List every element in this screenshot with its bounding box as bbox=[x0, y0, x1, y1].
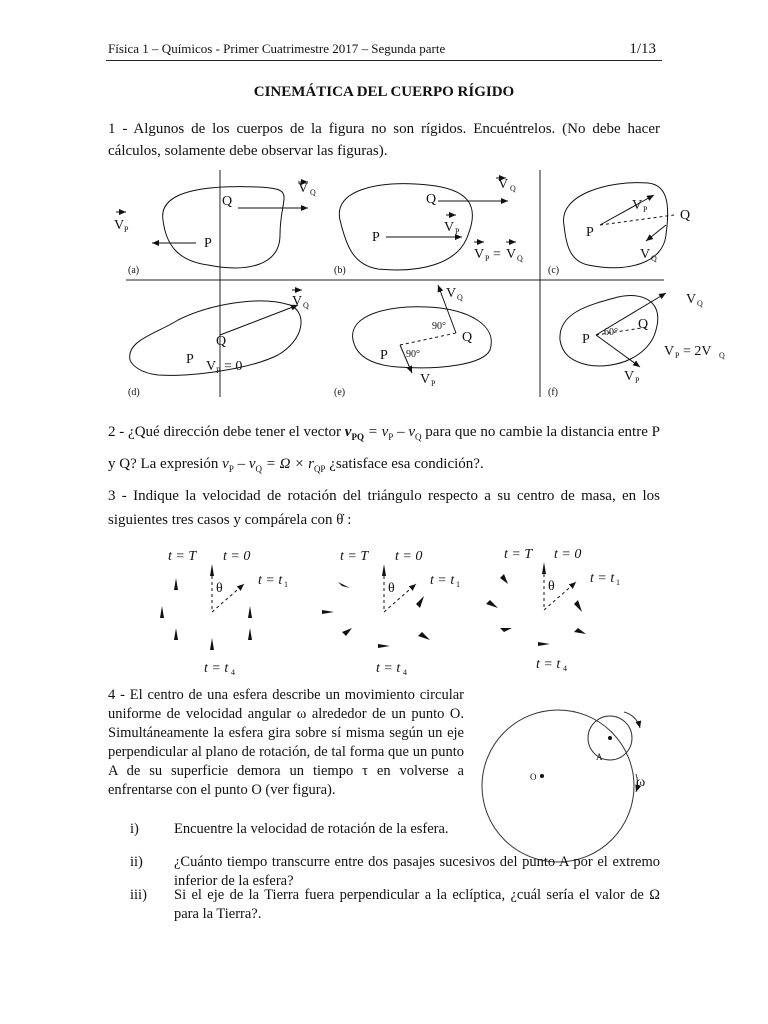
time-label: t = t bbox=[258, 573, 283, 588]
point-label: Q bbox=[426, 192, 437, 207]
time-subscript: 4 bbox=[403, 668, 407, 677]
velocity-vector bbox=[646, 225, 666, 241]
page-title: CINEMÁTICA DEL CUERPO RÍGIDO bbox=[253, 84, 515, 100]
vector-subscript: Q bbox=[457, 293, 463, 302]
question-2-text: 2 - ¿Qué dirección debe tener el vector $v_{PQ} = v_P - v_Q$ para que no cambie la distancia entre P y Q? La expresión $v_P - v_Q = \Omega \times r_{QP}$ ¿satisface esa condición?. bbox=[108, 424, 660, 474]
vector-label: V bbox=[686, 292, 697, 307]
triangle-marker bbox=[416, 596, 424, 608]
rotating-triangle-figure bbox=[150, 540, 630, 680]
vector-subscript: P bbox=[124, 225, 129, 234]
time-subscript: 1 bbox=[284, 580, 288, 589]
point-label: Q bbox=[222, 194, 233, 209]
vector-label: V bbox=[498, 177, 509, 192]
triangle-marker bbox=[500, 628, 512, 632]
time-subscript: 1 bbox=[456, 580, 460, 589]
vector-subscript: P bbox=[485, 254, 490, 263]
point-label: P bbox=[586, 225, 594, 240]
question-3-text: 3 - Indique la velocidad de rotación del triángulo respecto a su centro de masa, en los siguientes tres casos y compárela con θ̇ : bbox=[108, 488, 660, 528]
vector-value: = 2V bbox=[683, 344, 712, 359]
point-label: P bbox=[186, 352, 194, 367]
velocity-vector bbox=[220, 305, 298, 335]
page-number: 1/13 bbox=[629, 41, 656, 57]
panel-label: (b) bbox=[334, 265, 346, 276]
vector-subscript: Q bbox=[517, 254, 523, 263]
triangle-marker bbox=[378, 644, 390, 648]
point-label: P bbox=[380, 348, 388, 363]
rotation-arrow bbox=[624, 712, 640, 728]
vector-label: V bbox=[444, 220, 455, 235]
vector-label: V bbox=[298, 181, 309, 196]
vector-label: V bbox=[206, 359, 217, 374]
triangle-marker bbox=[342, 628, 352, 636]
vector-subscript: Q bbox=[303, 301, 309, 310]
vector-label: V bbox=[506, 247, 517, 262]
triangle-case-1 bbox=[160, 549, 288, 677]
vector-subscript: P bbox=[643, 205, 648, 214]
time-subscript: 4 bbox=[231, 668, 235, 677]
orbit-circle bbox=[482, 710, 634, 862]
vector-subscript: Q bbox=[697, 299, 703, 308]
header-course: Física 1 – Químicos - Primer Cuatrimestre 2017 – Segunda parte bbox=[108, 41, 446, 56]
vector-label: V bbox=[292, 294, 303, 309]
angle-label: 90° bbox=[406, 349, 420, 360]
time-label: t = t bbox=[204, 661, 229, 676]
panel-label: (d) bbox=[128, 387, 140, 398]
vector-value: = 0 bbox=[224, 359, 243, 374]
time-label: t = 0 bbox=[554, 547, 582, 562]
vector-label: V bbox=[420, 372, 431, 387]
equals-sign: = bbox=[493, 247, 501, 262]
dashed-line bbox=[600, 215, 674, 225]
list-item: iii) Si el eje de la Tierra fuera perpendicular a la eclíptica, ¿cuál sería el valor de Ω para la Tierra?. bbox=[130, 887, 660, 922]
question-4-text: 4 - El centro de una esfera describe un movimiento circular uniforme de velocidad angular ω alrededor de un punto O. Simultáneamente la esfera gira sobre sí misma según un eje perpendicular al plano de rotación, de tal forma que un punto A de su superficie demora un tiempo τ en volverse a enfrentarse con el punto O (ver figura). bbox=[108, 687, 464, 798]
point-label: P bbox=[204, 236, 212, 251]
panel-label: (f) bbox=[548, 387, 558, 398]
panel-label: (e) bbox=[334, 387, 346, 398]
vector-label: V bbox=[664, 344, 675, 359]
triangle-marker bbox=[248, 628, 252, 640]
vector-label: V bbox=[114, 218, 125, 233]
origin-point bbox=[540, 774, 544, 778]
panel-a bbox=[114, 181, 316, 276]
triangle-marker bbox=[500, 574, 508, 584]
question-1-text: 1 - Algunos de los cuerpos de la figura no son rígidos. Encuéntrelos. (No debe hacer cálculos, solamente debe observar las figuras). bbox=[108, 121, 660, 159]
point-label: Q bbox=[638, 317, 649, 332]
panel-label: (c) bbox=[548, 265, 560, 276]
time-label: t = t bbox=[430, 573, 455, 588]
label-A: A bbox=[596, 752, 603, 762]
list-item: ii) ¿Cuánto tiempo transcurre entre dos pasajes sucesivos del punto A por el extremo inferior de la esfera? bbox=[130, 854, 660, 889]
theta-label: θ bbox=[216, 581, 223, 596]
triangle-marker bbox=[418, 632, 430, 640]
triangle-marker bbox=[160, 606, 164, 618]
time-label: t = t bbox=[590, 571, 615, 586]
triangle-case-3 bbox=[486, 547, 620, 673]
panel-b bbox=[334, 177, 523, 276]
vector-subscript: Q bbox=[651, 254, 657, 263]
panel-c bbox=[548, 183, 690, 276]
rigid-body-figure bbox=[108, 165, 725, 405]
triangle-marker bbox=[210, 638, 214, 650]
panel-e bbox=[334, 285, 491, 398]
time-subscript: 1 bbox=[616, 578, 620, 587]
triangle-marker bbox=[174, 628, 178, 640]
point-label: Q bbox=[462, 330, 473, 345]
triangle-marker bbox=[538, 642, 550, 646]
vector-subscript: Q bbox=[310, 188, 316, 197]
panel-d bbox=[128, 290, 309, 398]
sphere-center bbox=[608, 736, 612, 740]
vector-subscript: P bbox=[635, 376, 640, 385]
triangle-marker bbox=[574, 600, 582, 612]
dashed-line bbox=[400, 333, 456, 345]
label-omega: ω bbox=[636, 775, 646, 790]
vector-subscript: Q bbox=[719, 351, 725, 360]
triangle-marker bbox=[322, 610, 334, 614]
theta-label: θ bbox=[388, 581, 395, 596]
time-label: t = T bbox=[340, 549, 369, 564]
vector-label: V bbox=[446, 286, 457, 301]
time-subscript: 4 bbox=[563, 664, 567, 673]
vector-subscript: P bbox=[455, 227, 460, 236]
point-label: P bbox=[582, 332, 590, 347]
triangle-marker bbox=[486, 600, 498, 608]
header-rule bbox=[106, 60, 662, 61]
list-item: i) Encuentre la velocidad de rotación de la esfera. bbox=[130, 821, 449, 837]
triangle-marker bbox=[574, 628, 586, 634]
vector-subscript: Q bbox=[510, 184, 516, 193]
triangle-marker bbox=[174, 578, 178, 590]
triangle-case-2 bbox=[322, 549, 460, 677]
time-label: t = T bbox=[168, 549, 197, 564]
vector-label: V bbox=[474, 247, 485, 262]
angle-label: 90° bbox=[432, 321, 446, 332]
vector-label: V bbox=[640, 247, 651, 262]
panel-label: (a) bbox=[128, 265, 140, 276]
vector-label: V bbox=[624, 369, 635, 384]
point-label: P bbox=[372, 230, 380, 245]
angle-label: 60° bbox=[604, 327, 618, 338]
velocity-vector bbox=[596, 335, 640, 367]
time-label: t = 0 bbox=[223, 549, 251, 564]
triangle-marker bbox=[338, 582, 350, 588]
theta-label: θ bbox=[548, 579, 555, 594]
time-label: t = t bbox=[376, 661, 401, 676]
vector-label: V bbox=[632, 198, 643, 213]
triangle-marker bbox=[210, 564, 214, 576]
time-label: t = T bbox=[504, 547, 533, 562]
vector-subscript: P bbox=[675, 351, 680, 360]
point-label: Q bbox=[680, 208, 691, 223]
triangle-marker bbox=[248, 606, 252, 618]
vector-subscript: P bbox=[431, 379, 436, 388]
vector-subscript: P bbox=[216, 366, 221, 375]
point-label: Q bbox=[216, 334, 227, 349]
panel-f bbox=[548, 292, 725, 398]
time-label: t = 0 bbox=[395, 549, 423, 564]
triangle-marker bbox=[542, 562, 546, 574]
label-O: O bbox=[530, 772, 537, 782]
triangle-marker bbox=[382, 564, 386, 576]
time-label: t = t bbox=[536, 657, 561, 672]
